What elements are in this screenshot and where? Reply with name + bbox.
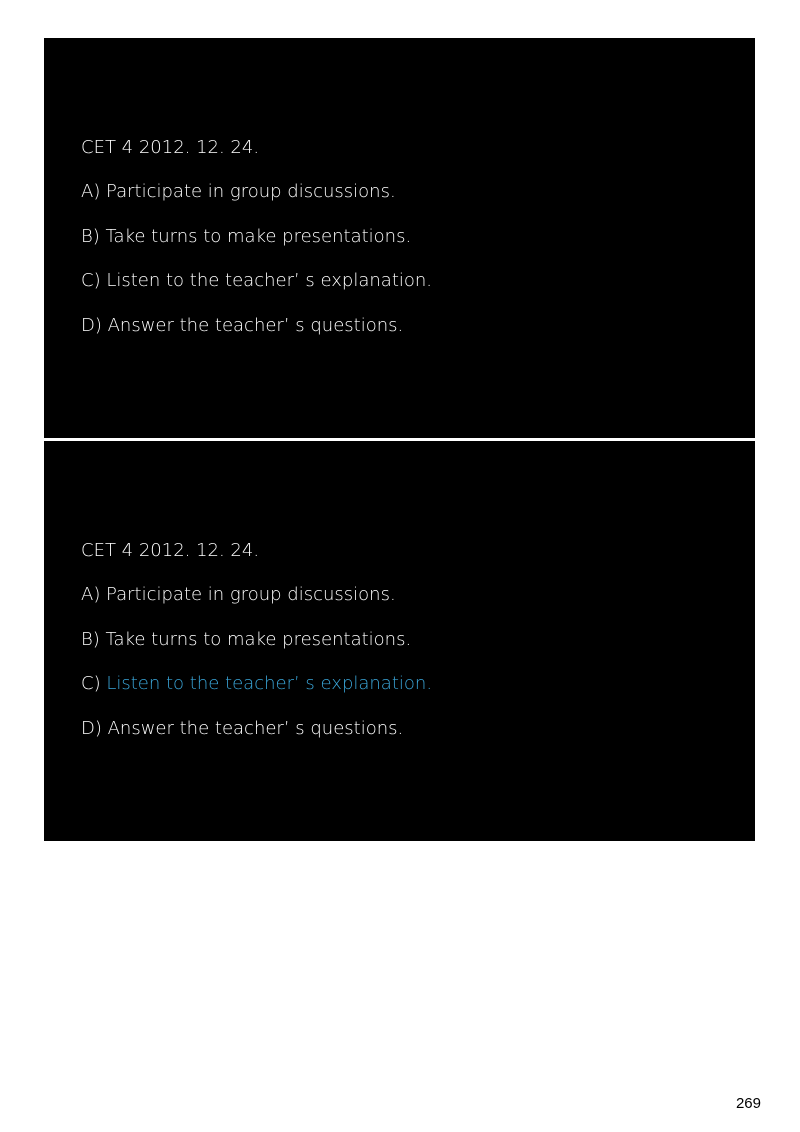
option-b: B) Take turns to make presentations.	[81, 629, 412, 650]
slide-heading: CET 4 2012. 12. 24.	[81, 540, 260, 561]
correct-answer-text: Listen to the teacher’ s explanation.	[106, 673, 433, 694]
slide-heading: CET 4 2012. 12. 24.	[81, 137, 260, 158]
option-a: A) Participate in group discussions.	[81, 584, 396, 605]
option-b: B) Take turns to make presentations.	[81, 226, 412, 247]
option-d: D) Answer the teacher’ s questions.	[81, 718, 404, 739]
slide-question	[44, 38, 755, 438]
option-d: D) Answer the teacher’ s questions.	[81, 315, 404, 336]
slide-answer	[44, 441, 755, 841]
option-c-correct	[81, 673, 432, 695]
option-letter: C)	[81, 673, 101, 694]
option-a: A) Participate in group discussions.	[81, 181, 396, 202]
option-c: C) Listen to the teacher’ s explanation.	[81, 270, 433, 291]
page-number: 269	[735, 1095, 761, 1112]
